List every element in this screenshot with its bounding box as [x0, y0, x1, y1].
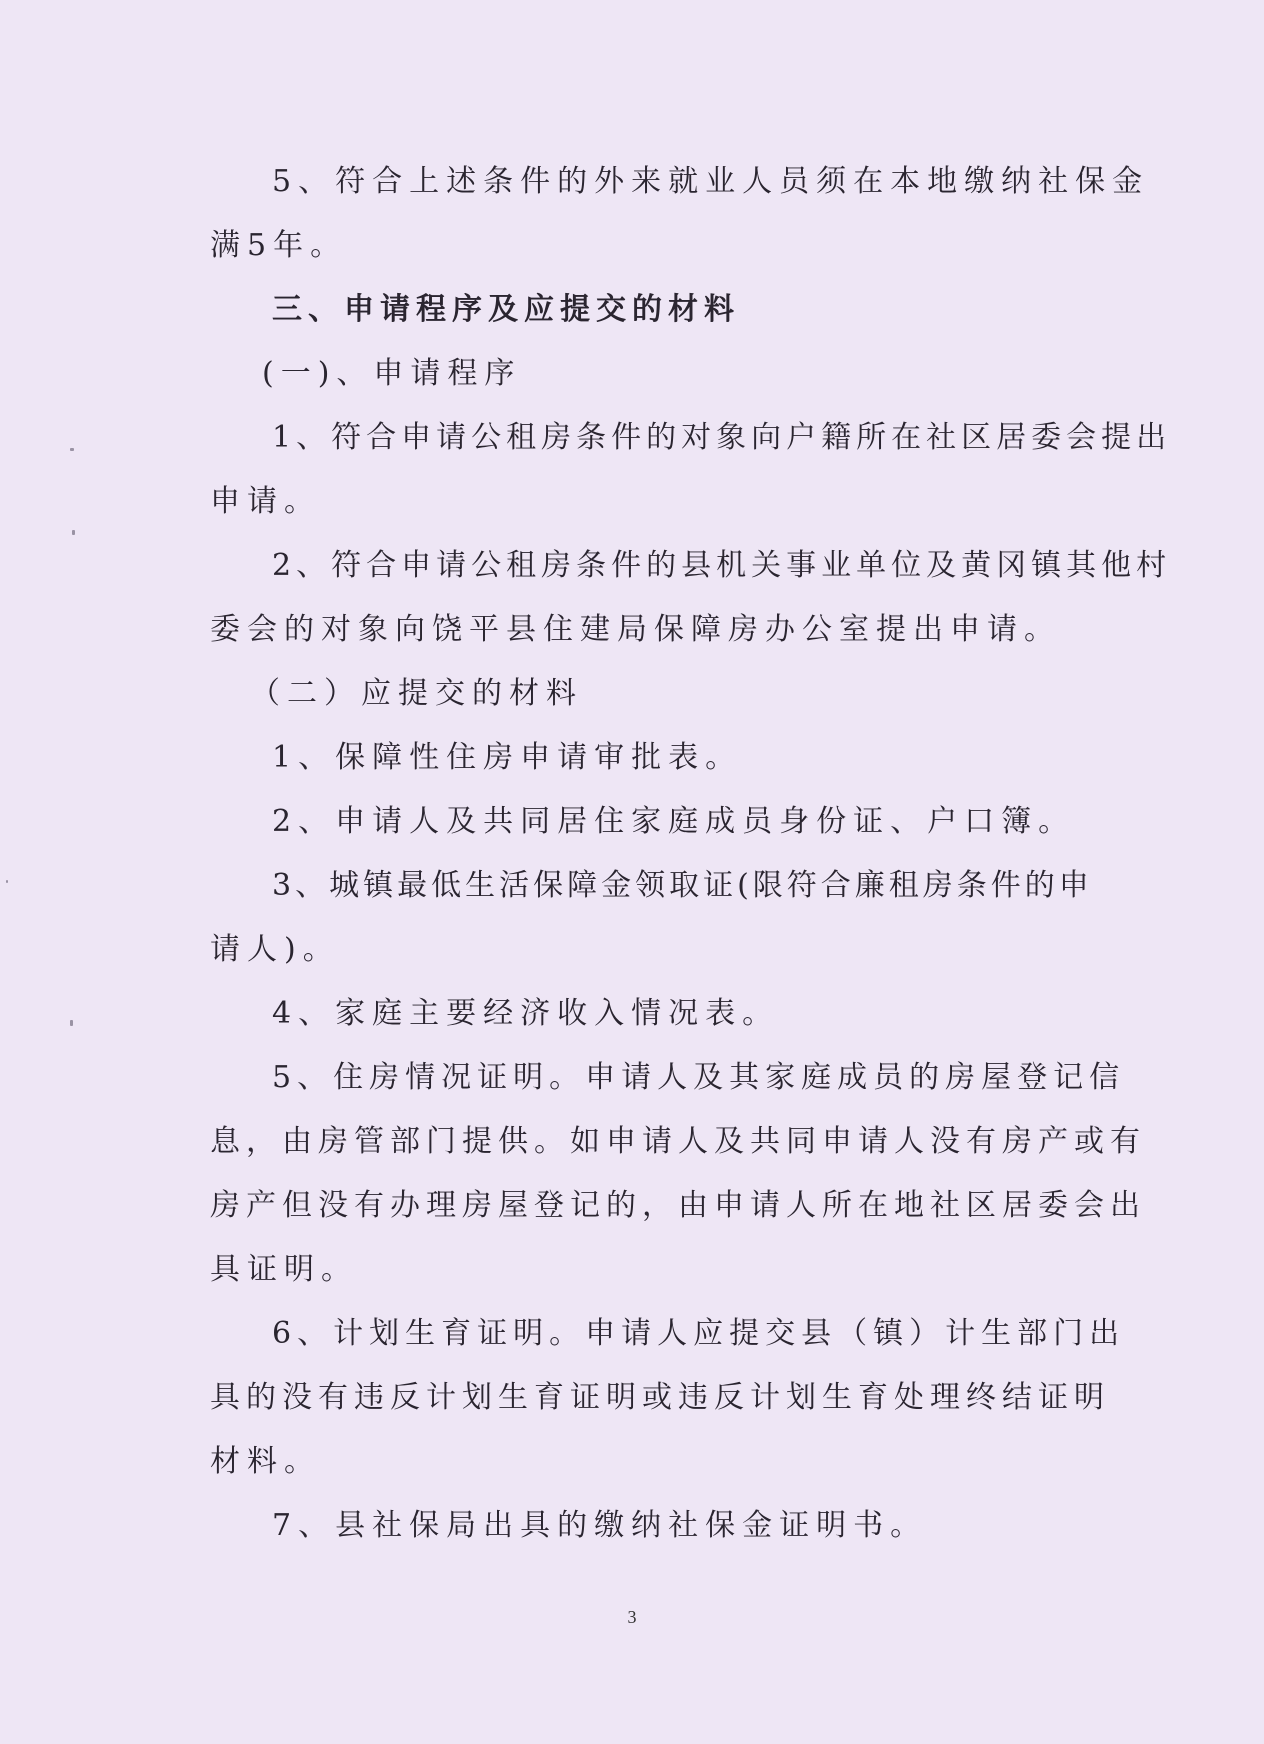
document-body	[210, 150, 1172, 1558]
list-item: 1、保障性住房申请审批表。	[272, 740, 743, 775]
scan-speck	[70, 448, 74, 451]
paragraph-line: 房产但没有办理房屋登记的，由申请人所在地社区居委会出	[210, 1188, 1146, 1223]
page-number: 3	[627, 1607, 637, 1627]
paragraph-line: 材料。	[210, 1444, 321, 1479]
paragraph-line: 满5年。	[210, 228, 348, 263]
list-item: 4、家庭主要经济收入情况表。	[272, 996, 780, 1031]
subsection-heading: (一)、申请程序	[262, 356, 522, 391]
paragraph-line: 5、符合上述条件的外来就业人员须在本地缴纳社保金	[272, 164, 1150, 199]
paragraph-line: 1、符合申请公租房条件的对象向户籍所在社区居委会提出	[272, 420, 1172, 455]
list-item: 6、计划生育证明。申请人应提交县（镇）计生部门出	[272, 1316, 1126, 1351]
paragraph-line: 委会的对象向饶平县住建局保障房办公室提出申请。	[210, 612, 1061, 647]
section-heading: 三、申请程序及应提交的材料	[272, 292, 740, 327]
paragraph-line: 请人)。	[210, 932, 340, 967]
scan-speck	[72, 530, 75, 535]
subsection-heading: （二）应提交的材料	[250, 676, 583, 711]
paragraph-line: 息，由房管部门提供。如申请人及共同申请人没有房产或有	[210, 1124, 1146, 1159]
list-item: 2、申请人及共同居住家庭成员身份证、户口簿。	[272, 804, 1076, 839]
list-item: 3、城镇最低生活保障金领取证(限符合廉租房条件的申	[272, 868, 1093, 903]
scan-speck	[70, 1020, 73, 1026]
list-item: 7、县社保局出具的缴纳社保金证明书。	[272, 1508, 928, 1543]
scan-speck	[6, 880, 8, 883]
paragraph-line: 具证明。	[210, 1252, 358, 1287]
paragraph-line: 具的没有违反计划生育证明或违反计划生育处理终结证明	[210, 1380, 1110, 1415]
paragraph-line: 2、符合申请公租房条件的县机关事业单位及黄冈镇其他村	[272, 548, 1172, 583]
paragraph-line: 申请。	[210, 484, 321, 519]
list-item: 5、住房情况证明。申请人及其家庭成员的房屋登记信	[272, 1060, 1126, 1095]
